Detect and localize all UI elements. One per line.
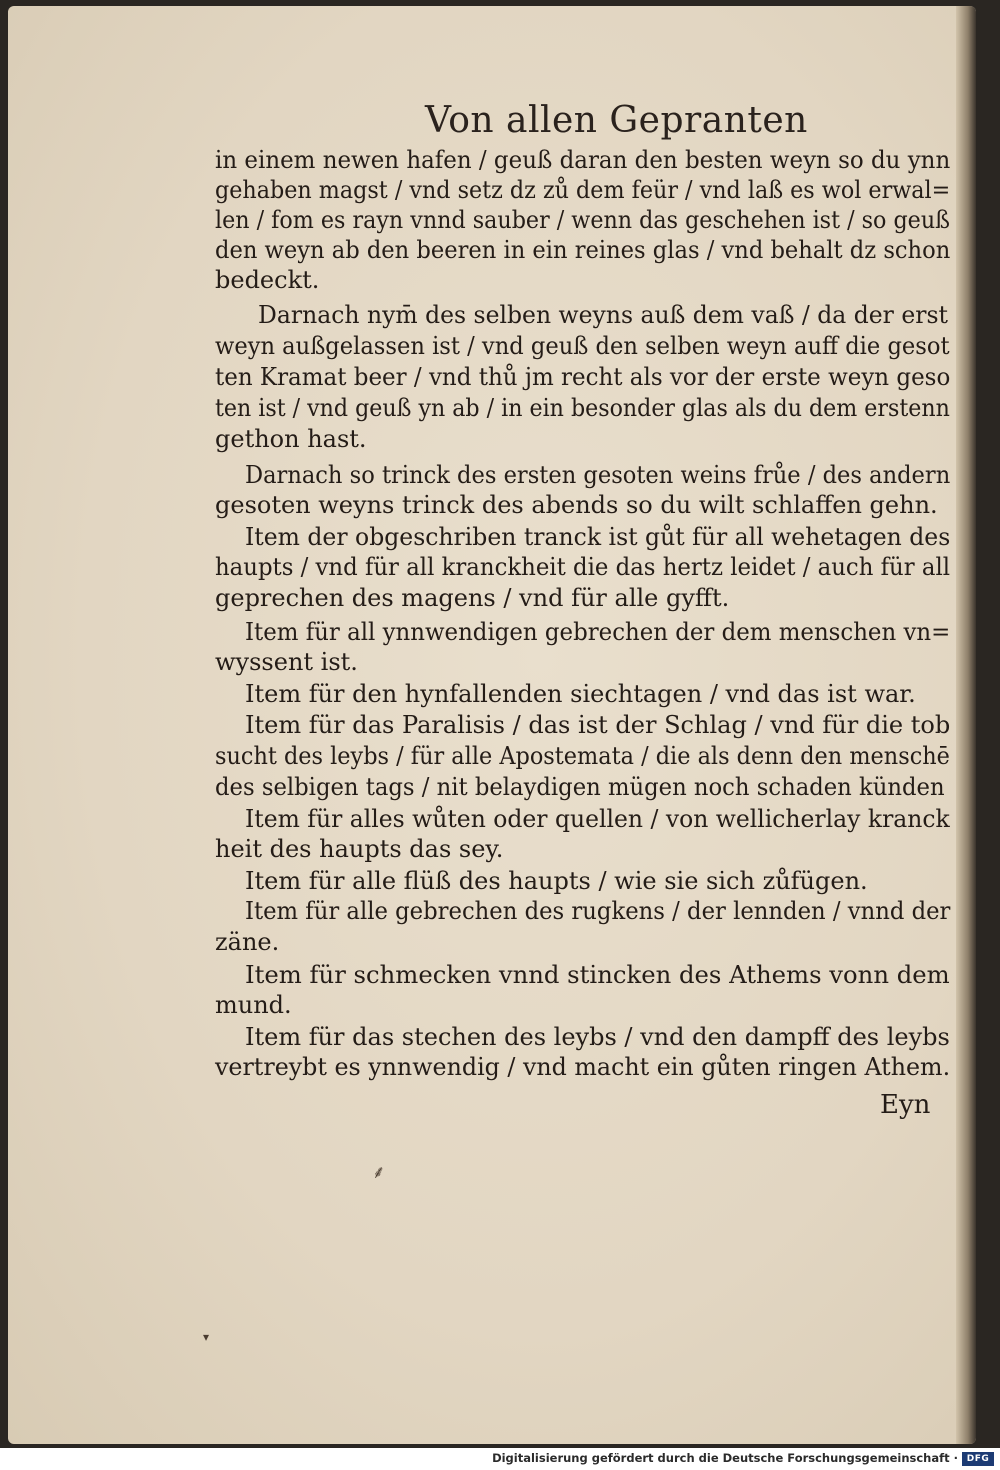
text-line: vertreybt es ynnwendig / vnd macht ein gůten ringen Athem.: [215, 1053, 951, 1081]
text-line: des selbigen tags / nit belaydigen mügen noch schaden künden: [215, 773, 945, 801]
text-line: Item für schmecken vnnd stincken des Athems vonn dem: [245, 961, 950, 989]
text-line: Darnach nym̄ des selben weyns auß dem vaß / da der erst: [258, 301, 948, 329]
text-line: haupts / vnd für all kranckheit die das hertz leidet / auch für all: [215, 553, 951, 581]
text-line: sucht des leybs / für alle Apostemata / die als denn den menschē: [215, 742, 950, 770]
text-line: weyn außgelassen ist / vnd geuß den selben weyn auff die gesot: [215, 332, 950, 360]
text-line: Item für das stechen des leybs / vnd den dampff des leybs: [245, 1023, 950, 1051]
text-line: gethon hast.: [215, 425, 367, 453]
text-line: Item der obgeschriben tranck ist gůt für all wehetagen des: [245, 523, 951, 551]
catchword: Eyn: [880, 1090, 931, 1120]
page-gutter: [956, 6, 976, 1444]
funding-note: Digitalisierung gefördert durch die Deutsche Forschungsgemeinschaft ·: [492, 1451, 958, 1465]
text-line: in einem newen hafen / geuß daran den besten weyn so du ynn: [215, 146, 951, 174]
text-line: wyssent ist.: [215, 648, 358, 676]
text-line: Item für das Paralisis / das ist der Schlag / vnd für die tob: [245, 711, 951, 739]
dfg-logo: DFG: [962, 1452, 994, 1466]
text-line: ten Kramat beer / vnd thů jm recht als vor der erste weyn geso: [215, 363, 951, 391]
text-line: bedeckt.: [215, 266, 320, 294]
text-line: geprechen des magens / vnd für alle gyfft.: [215, 584, 730, 612]
text-line: zäne.: [215, 928, 280, 956]
footer-bar: [0, 1448, 1000, 1470]
text-line: Item für alle gebrechen des rugkens / der lennden / vnnd der: [245, 897, 951, 925]
text-line: Darnach so trinck des ersten gesoten weins frůe / des andern: [245, 461, 951, 489]
ink-speck: ⸙: [372, 1162, 386, 1183]
text-line: len / fom es rayn vnnd sauber / wenn das geschehen ist / so geuß: [215, 206, 950, 234]
text-line: gehaben magst / vnd setz dz zů dem feür / vnd laß es wol erwal=: [215, 176, 951, 204]
text-line: heit des haupts das sey.: [215, 835, 504, 863]
text-line: den weyn ab den beeren in ein reines glas / vnd behalt dz schon: [215, 236, 951, 264]
text-line: ten ist / vnd geuß yn ab / in ein besonder glas als du dem erstenn: [215, 394, 950, 422]
text-line: Item für all ynnwendigen gebrechen der dem menschen vn=: [245, 618, 951, 646]
ink-dot: ▾: [203, 1330, 210, 1344]
text-line: Item für alle flüß des haupts / wie sie sich zůfügen.: [245, 867, 868, 895]
text-line: gesoten weyns trinck des abends so du wilt schlaffen gehn.: [215, 491, 938, 519]
text-line: Item für den hynfallenden siechtagen / vnd das ist war.: [245, 680, 916, 708]
text-line: Item für alles wůten oder quellen / von wellicherlay kranck: [245, 805, 950, 833]
running-head: Von allen Gepranten: [425, 100, 808, 141]
text-line: mund.: [215, 991, 292, 1019]
